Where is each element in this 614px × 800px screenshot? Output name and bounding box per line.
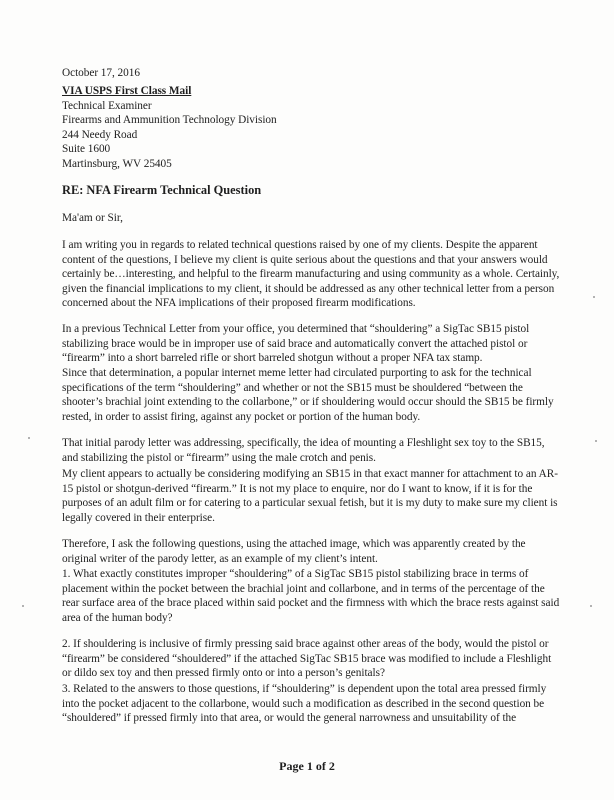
subject-line: RE: NFA Firearm Technical Question — [62, 183, 262, 197]
address-line: Firearms and Ammunition Technology Division — [62, 114, 277, 127]
body-paragraph: In a previous Technical Letter from your office, you determined that “shouldering” a SigTac SB15 pistol stabilizing brace would be in improper use of said brace and automatically convert the attached pistol or “firearm” into a short barreled rifle or short barreled shotgun without a proper NFA tax stamp. — [62, 323, 530, 365]
scan-speck — [22, 605, 24, 607]
question-paragraph: 2. If shouldering is inclusive of firmly pressing said brace against other areas of the body, would the pistol or “firearm” be considered “shouldered” if the attached SigTac SB15 brace was modified to include a Fleshlight or dildo sex toy and then pressed firmly onto or into a person’s genitals? — [62, 638, 552, 680]
salutation: Ma'am or Sir, — [62, 212, 123, 224]
question-paragraph: 3. Related to the answers to those questions, if “shouldering” is dependent upon the total area pressed firmly into the pocket adjacent to the collarbone, would such a modification as described in the second question be “shouldered” if pressed firmly into that area, or would the general narrowness and unsuitability of the — [62, 683, 547, 725]
scan-speck — [28, 437, 30, 439]
scan-speck — [595, 440, 597, 442]
address-line: Suite 1600 — [62, 143, 111, 156]
page-number: Page 1 of 2 — [279, 759, 335, 773]
recipient-address-block — [62, 84, 562, 172]
body-paragraph: I am writing you in regards to related technical questions raised by one of my clients. Despite the apparent content of the questions, I believe my client is quite serious about the questions and that your answers would certainly be…interesting, and helpful to the firearm manufacturing and using community as a whole. Certainly, given the financial implications to my client, it should be addressed as any other technical letter from a person concerned about the NFA implications of their proposed firearm modifications. — [62, 239, 560, 310]
address-line: Martinsburg, WV 25405 — [62, 157, 172, 170]
body-paragraph: My client appears to actually be considering modifying an SB15 in that exact manner for attachment to an AR-15 pistol or shotgun-derived “firearm.” It is not my place to enquire, nor do I want to know, if it is for the purposes of an adult film or for catering to a particular sexual fetish, but it is my duty to make sure my client is legally covered in their enterprise. — [62, 468, 558, 524]
question-paragraph: 1. What exactly constitutes improper “shouldering” of a SigTac SB15 pistol stabilizing brace in terms of placement within the pocket between the brachial joint and collarbone, and in terms of the percentage of the rear surface area of the brace placed within said pocket and the firmness with which the brace rests against said area of the human body? — [62, 568, 560, 624]
body-paragraph: Therefore, I ask the following questions, using the attached image, which was apparently created by the original writer of the parody letter, as an example of my client’s intent. — [62, 538, 526, 565]
body-paragraph: That initial parody letter was addressing, specifically, the idea of mounting a Fleshlight sex toy to the SB15, and stabilizing the pistol or “firearm” using the male crotch and penis. — [62, 437, 545, 464]
address-line: Technical Examiner — [62, 99, 152, 112]
letter-date: October 17, 2016 — [62, 67, 140, 79]
scan-speck — [590, 605, 592, 607]
mailing-method: VIA USPS First Class Mail — [62, 85, 192, 97]
body-paragraph: Since that determination, a popular internet meme letter had circulated purporting to ask for the technical specifications of the term “shouldering” and whether or not the SB15 must be shouldered “between the shooter’s brachial joint extending to the collarbone,” or if shouldering would occur should the SB15 be firmly rested, in order to assist firing, against any pocket or portion of the human body. — [62, 367, 554, 423]
scan-speck — [593, 296, 595, 298]
address-line: 244 Needy Road — [62, 128, 138, 141]
